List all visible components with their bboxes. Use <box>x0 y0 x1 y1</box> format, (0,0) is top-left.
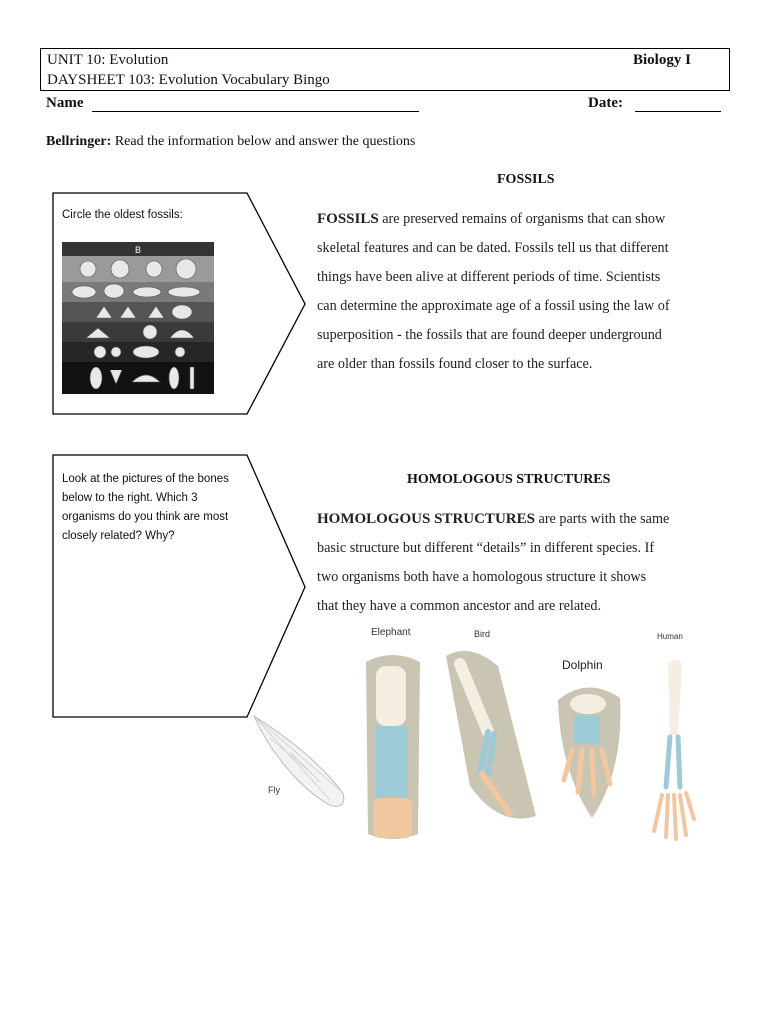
bones-callout-line: closely related? Why? <box>62 530 175 542</box>
bird-label: Bird <box>474 629 491 639</box>
homologous-line: two organisms both have a homologous structure it shows <box>317 569 647 585</box>
homologous-line: that they have a common ancestor and are related. <box>317 598 602 614</box>
dolphin-label: Dolphin <box>562 658 603 672</box>
unit-title: UNIT 10: Evolution <box>47 52 169 68</box>
course-name: Biology I <box>633 52 691 68</box>
bones-callout-line: below to the right. Which 3 <box>62 492 198 504</box>
fossils-line: are older than fossils found closer to the surface. <box>317 356 593 372</box>
elephant-label: Elephant <box>371 627 411 638</box>
bones-callout-line: organisms do you think are most <box>62 511 229 523</box>
name-line[interactable] <box>92 111 419 112</box>
fly-wing-illustration[interactable] <box>250 712 350 812</box>
bellringer-label: Bellringer: <box>46 134 112 149</box>
fossils-line: skeletal features and can be dated. Fossils tell us that different <box>317 240 669 256</box>
fossil-strata-image[interactable] <box>62 242 214 394</box>
bellringer-text: Read the information below and answer the questions <box>114 134 416 149</box>
fossil-callout-text: Circle the oldest fossils: <box>62 209 183 221</box>
homologous-heading: HOMOLOGOUS STRUCTURES <box>407 472 611 487</box>
fossils-paragraph <box>317 205 737 379</box>
bones-callout-text <box>62 470 229 546</box>
human-arm-illustration[interactable] <box>648 655 698 841</box>
homologous-term: HOMOLOGOUS STRUCTURES <box>317 511 535 527</box>
daysheet-title: DAYSHEET 103: Evolution Vocabulary Bingo <box>47 72 330 88</box>
fossils-heading: FOSSILS <box>497 172 555 187</box>
bellringer <box>46 134 415 150</box>
homologous-line: basic structure but different “details” in different species. If <box>317 540 655 556</box>
fossils-line: superposition - the fossils that are found deeper underground <box>317 327 662 343</box>
homologous-paragraph <box>317 505 737 621</box>
date-label: Date: <box>588 95 623 111</box>
homologous-line: are parts with the same <box>534 511 670 527</box>
strata-label: B <box>134 245 142 255</box>
fossils-line: are preserved remains of organisms that can show <box>378 211 666 227</box>
bones-callout-line: Look at the pictures of the bones <box>62 473 229 485</box>
fly-label: Fly <box>268 785 280 795</box>
fossils-term: FOSSILS <box>317 211 379 227</box>
fossils-line: things have been alive at different periods of time. Scientists <box>317 269 661 285</box>
fossils-line: can determine the approximate age of a fossil using the law of <box>317 298 670 314</box>
bird-wing-illustration[interactable] <box>440 646 540 828</box>
name-label: Name <box>46 95 84 111</box>
human-label: Human <box>657 632 683 641</box>
elephant-limb-illustration[interactable] <box>358 652 428 844</box>
dolphin-flipper-illustration[interactable] <box>552 680 626 822</box>
date-line[interactable] <box>635 111 721 112</box>
